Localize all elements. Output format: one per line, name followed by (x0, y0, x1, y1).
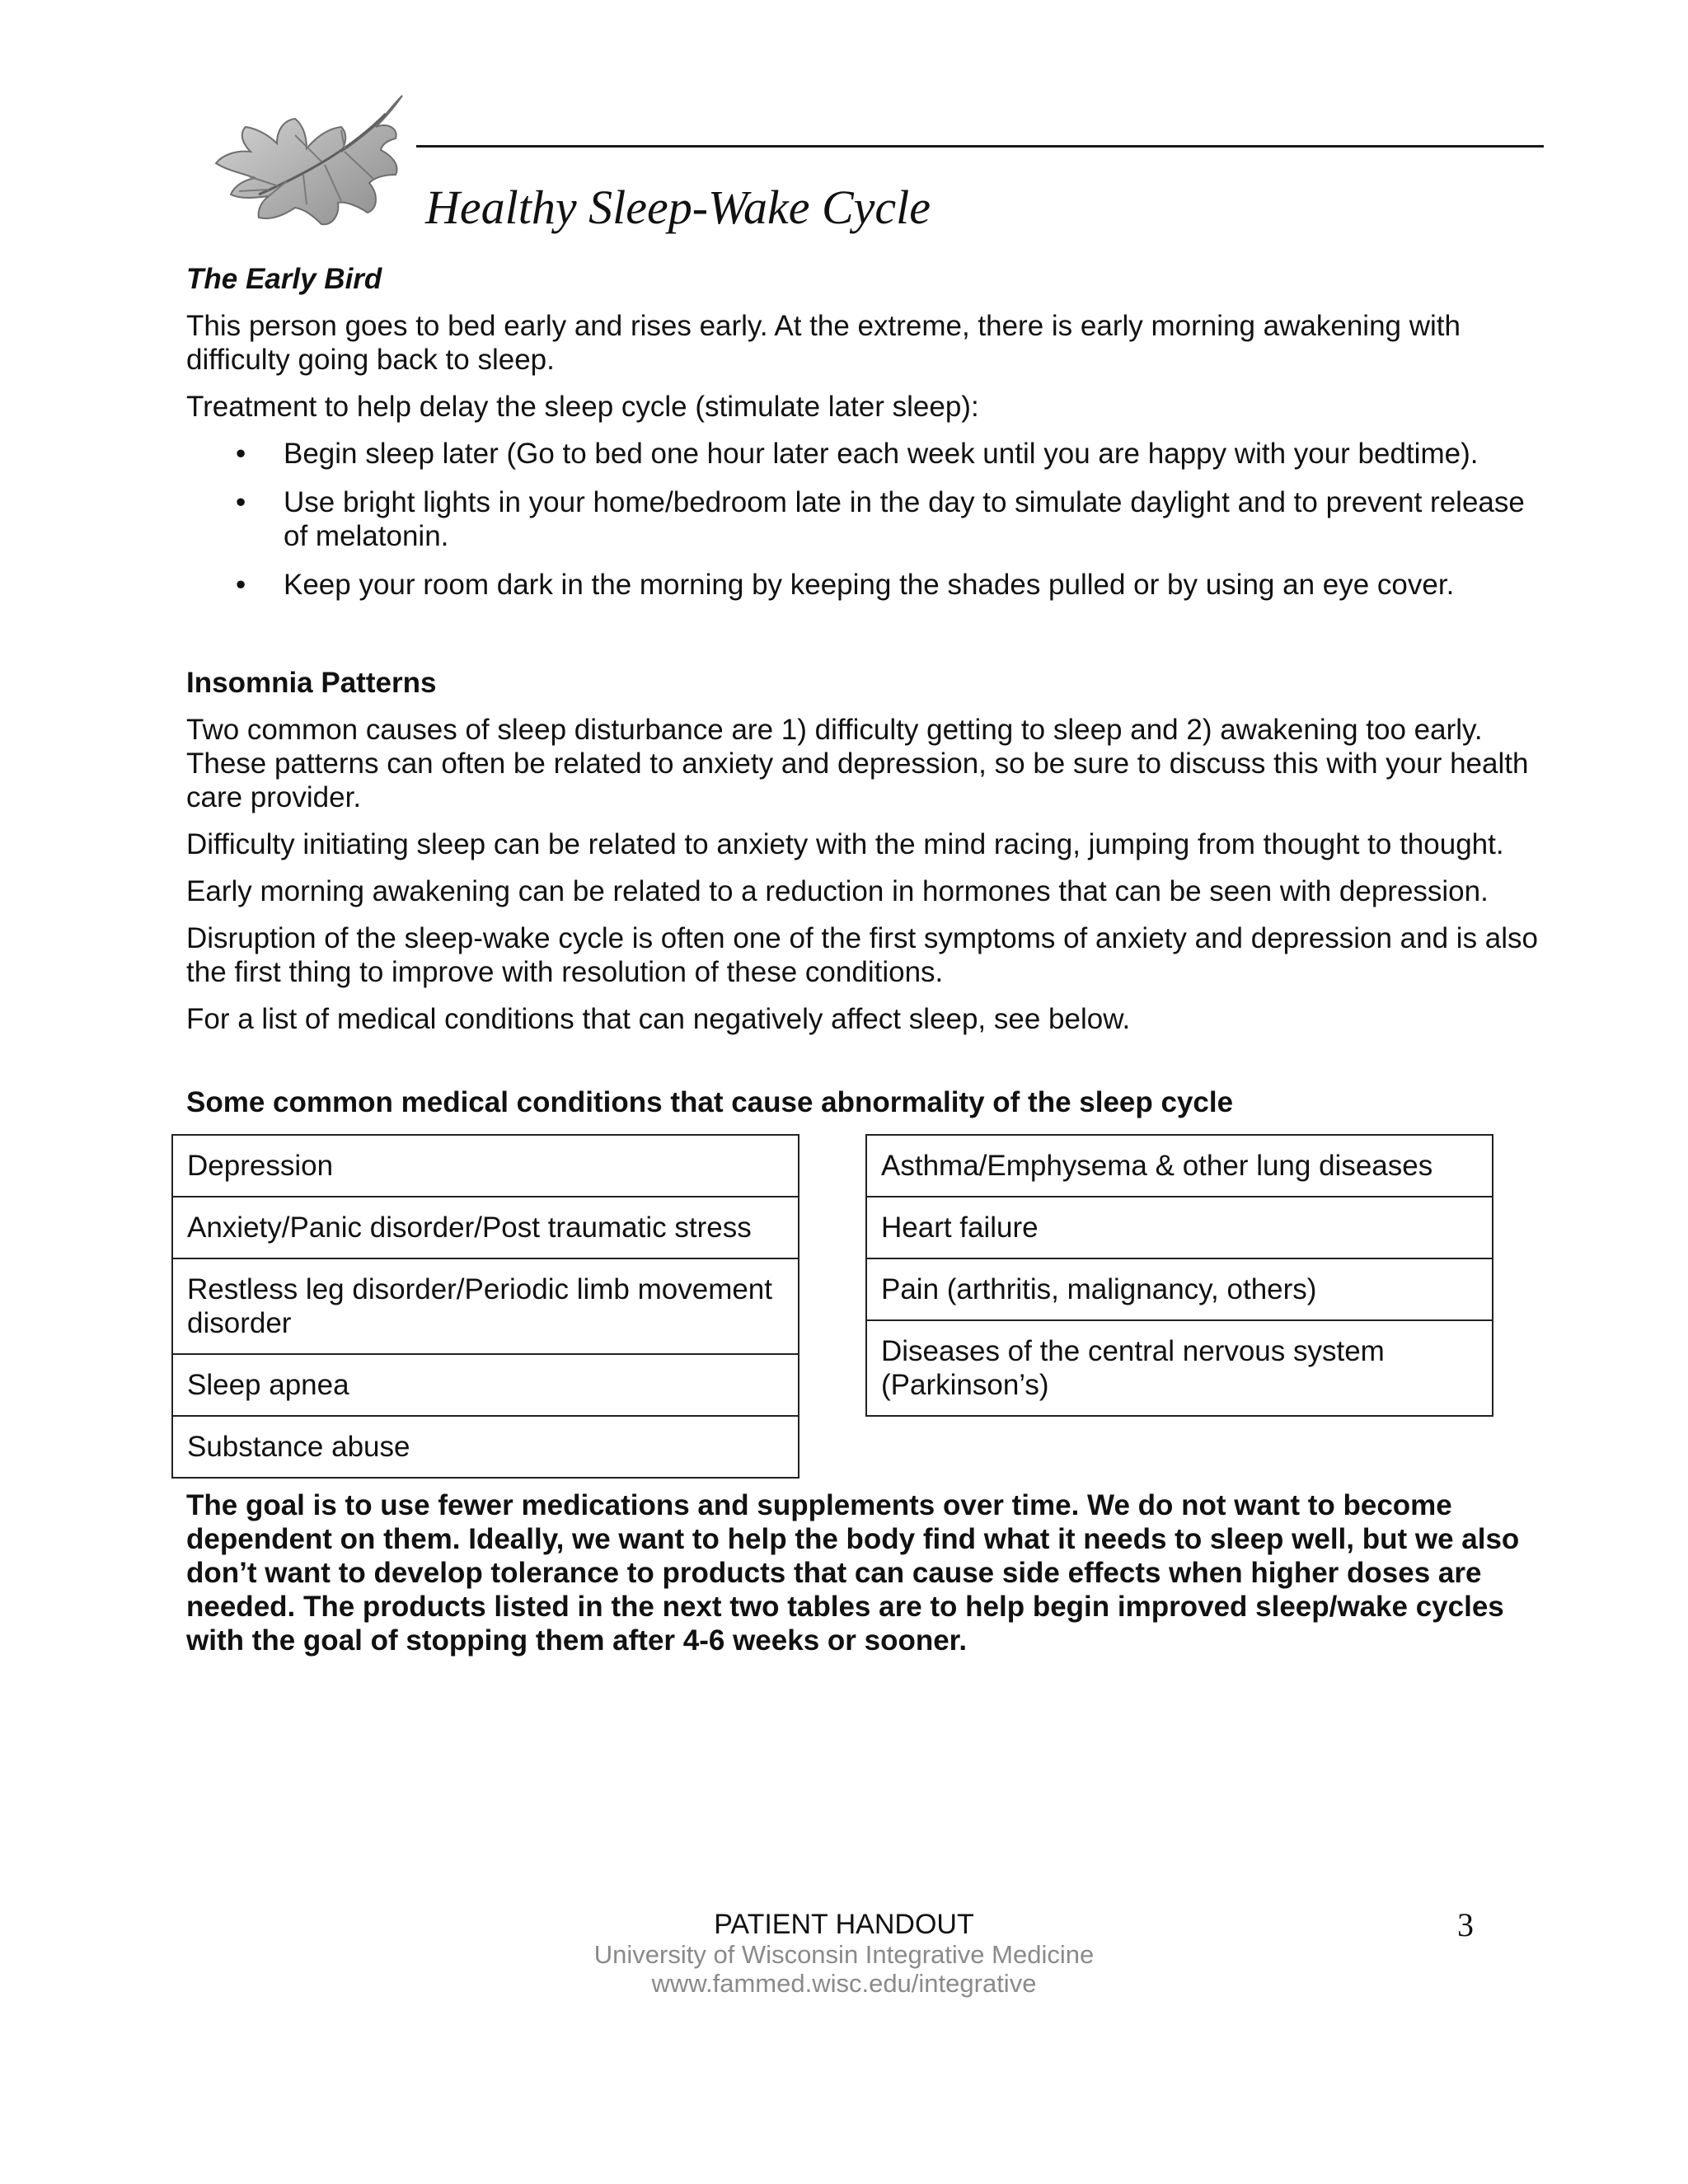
footer-url: www.fammed.wisc.edu/integrative (651, 1969, 1037, 1998)
table-cell: Depression (172, 1135, 799, 1197)
insomnia-paragraph: Two common causes of sleep disturbance are 1) difficulty getting to sleep and 2) awakening too early. These patterns can often be related to anxiety and depression, so be sure to discuss this with your health care provider. (186, 714, 1529, 813)
table-cell: Asthma/Emphysema & other lung diseases (866, 1135, 1493, 1197)
bullet-icon: • (236, 438, 246, 470)
table-row (866, 1197, 1493, 1258)
table-row (866, 1135, 1493, 1197)
bullet-icon: • (236, 569, 246, 601)
insomnia-paragraph: For a list of medical conditions that can negatively affect sleep, see below. (186, 1003, 1131, 1035)
table-row (866, 1258, 1493, 1320)
list-item: • Use bright lights in your home/bedroom late in the day to simulate daylight and to prevent release of melatonin. (236, 486, 1525, 552)
table-cell: Restless leg disorder/Periodic limb movement disorder (172, 1258, 799, 1354)
table-cell: Heart failure (866, 1197, 1493, 1258)
insomnia-paragraph: Disruption of the sleep-wake cycle is often one of the first symptoms of anxiety and depression and is also the first thing to improve with resolution of these conditions. (186, 922, 1539, 988)
list-item: • Keep your room dark in the morning by keeping the shades pulled or by using an eye cover. (236, 569, 1455, 601)
footer-university: University of Wisconsin Integrative Medicine (593, 1940, 1095, 1969)
table-row (172, 1197, 799, 1258)
table-row (172, 1135, 799, 1197)
footer (0, 1909, 1688, 1998)
table-cell: Anxiety/Panic disorder/Post traumatic stress (172, 1197, 799, 1258)
insomnia-paragraph: Difficulty initiating sleep can be related to anxiety with the mind racing, jumping from thought to thought. (186, 828, 1504, 860)
table-cell: Pain (arthritis, malignancy, others) (866, 1258, 1493, 1320)
bullet-icon: • (236, 486, 246, 518)
early-bird-heading: The Early Bird (186, 263, 382, 295)
goal-statement: The goal is to use fewer medications and supplements over time. We do not want to become dependent on them. Ideally, we want to help the body find what it needs to sleep well, but we also don’t want to develop tolerance to products that can cause side effects when higher doses are needed. The products listed in the next two tables are to help begin improved sleep/wake cycles with the goal of stopping them after 4-6 weeks or sooner. (186, 1489, 1520, 1657)
table-cell: Substance abuse (172, 1416, 799, 1478)
document-title: Healthy Sleep-Wake Cycle (425, 180, 931, 234)
conditions-table-left (171, 1134, 799, 1479)
table-row (172, 1258, 799, 1354)
conditions-heading: Some common medical conditions that cause abnormality of the sleep cycle (186, 1086, 1234, 1118)
conditions-table-right (865, 1134, 1493, 1417)
table-cell: Diseases of the central nervous system (Parkinson’s) (866, 1320, 1493, 1416)
treatment-lead: Treatment to help delay the sleep cycle (stimulate later sleep): (186, 391, 979, 423)
insomnia-heading: Insomnia Patterns (186, 667, 437, 699)
table-row (172, 1416, 799, 1478)
insomnia-paragraph: Early morning awakening can be related to a reduction in hormones that can be seen with depression. (186, 875, 1489, 907)
early-bird-intro: This person goes to bed early and rises early. At the extreme, there is early morning awakening with difficulty going back to sleep. (186, 310, 1461, 376)
table-row (866, 1320, 1493, 1416)
page-number: 3 (1457, 1906, 1474, 1943)
conditions-tables (186, 1134, 1550, 1488)
oak-leaf-icon (180, 89, 410, 239)
header-rule (416, 145, 1544, 148)
treatment-list (186, 437, 1550, 602)
table-cell: Sleep apnea (172, 1354, 799, 1416)
list-item: • Begin sleep later (Go to bed one hour later each week until you are happy with your bedtime). (236, 438, 1479, 470)
table-row (172, 1354, 799, 1416)
footer-handout-label: PATIENT HANDOUT (714, 1909, 974, 1940)
main-content (186, 262, 1550, 1657)
